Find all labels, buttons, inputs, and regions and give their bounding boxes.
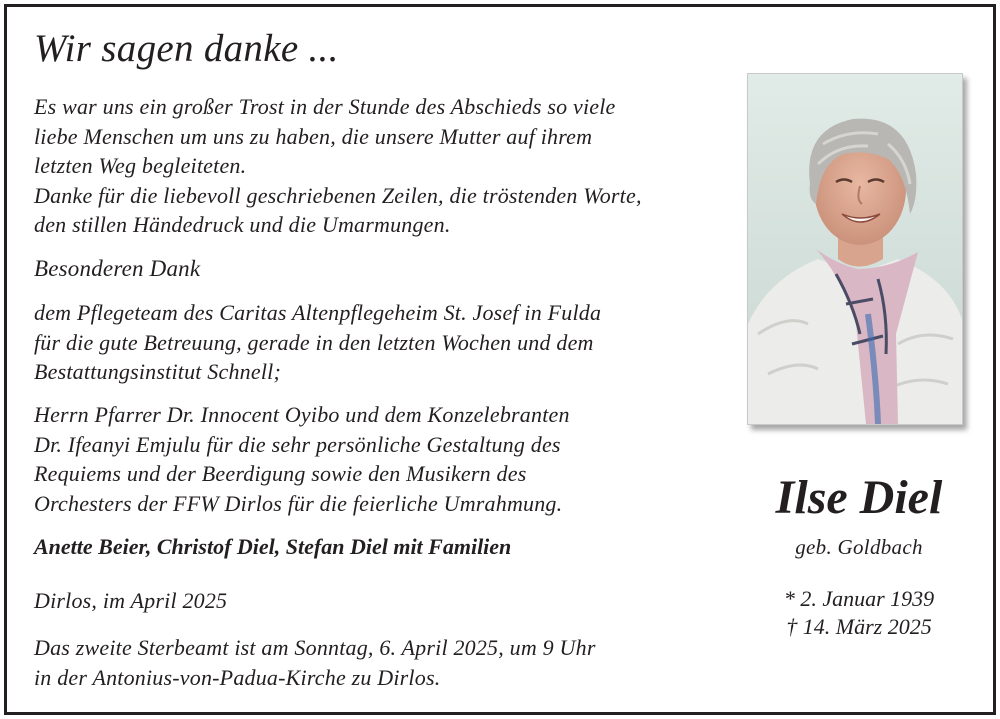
- care-line: für die gute Betreuung, gerade in den letzten Wochen und dem: [34, 329, 594, 355]
- intro-line: Danke für die liebevoll geschriebenen Zeilen, die tröstenden Worte,: [34, 182, 642, 208]
- portrait-photo: [747, 73, 963, 425]
- service-paragraph: [34, 633, 596, 692]
- special-thanks-title: Besonderen Dank: [34, 256, 201, 281]
- intro-line: letzten Weg begleiteten.: [34, 153, 247, 178]
- clergy-line: Requiems und der Beerdigung sowie den Musikern des: [34, 461, 527, 486]
- notice-heading: Wir sagen danke ...: [34, 27, 339, 70]
- intro-line: liebe Menschen um uns zu haben, die unsere Mutter auf ihrem: [34, 123, 593, 149]
- care-paragraph: [34, 298, 601, 387]
- clergy-line: Dr. Ifeanyi Emjulu für die sehr persönliche Gestaltung des: [34, 431, 561, 457]
- place-date: Dirlos, im April 2025: [34, 588, 228, 613]
- deceased-name: Ilse Diel: [775, 471, 943, 524]
- birth-date: * 2. Januar 1939: [783, 586, 935, 611]
- maiden-name: geb. Goldbach: [795, 535, 923, 559]
- intro-line: den stillen Händedruck und die Umarmungen.: [34, 212, 451, 237]
- signers: Anette Beier, Christof Diel, Stefan Diel mit Familien: [34, 534, 512, 559]
- clergy-line: Herrn Pfarrer Dr. Innocent Oyibo und dem Konzelebranten: [34, 402, 570, 427]
- death-date: † 14. März 2025: [786, 614, 932, 639]
- clergy-line: Orchesters der FFW Dirlos für die feierliche Umrahmung.: [34, 490, 563, 516]
- service-line: in der Antonius-von-Padua-Kirche zu Dirlos.: [34, 664, 441, 690]
- clergy-paragraph: [34, 400, 570, 518]
- service-line: Das zweite Sterbeamt ist am Sonntag, 6. April 2025, um 9 Uhr: [34, 635, 596, 660]
- intro-line: Es war uns ein großer Trost in der Stunde des Abschieds so viele: [34, 94, 616, 119]
- portrait-illustration: [748, 74, 962, 424]
- care-line: dem Pflegeteam des Caritas Altenpflegeheim St. Josef in Fulda: [34, 300, 602, 325]
- care-line: Bestattungsinstitut Schnell;: [34, 359, 281, 384]
- life-dates: [740, 585, 978, 641]
- intro-paragraph: [34, 92, 642, 240]
